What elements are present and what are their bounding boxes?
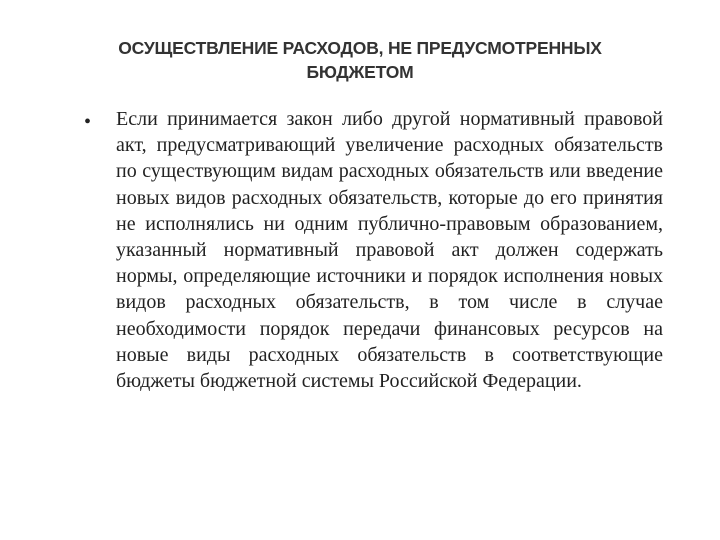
- bullet-icon: •: [84, 111, 92, 133]
- bullet-text: Если принимается закон либо другой нормативный правовой акт, предусматривающий увеличение расходных обязательств по существующим видам расходных обязательств или введение новых видов расходных обязательств, которые до его принятия не исполнялись ни одним публично-правовым образованием, указанный нормативный правовой акт должен содержать нормы, определяющие источники и порядок исполнения новых видов расходных обязательств, в том числе в случае необходимости порядок передачи финансовых ресурсов на новые виды расходных обязательств в соответствующие бюджеты бюджетной системы Российской Федерации.: [116, 108, 663, 393]
- slide-title: [40, 36, 680, 84]
- slide-title-line-2: БЮДЖЕТОМ: [306, 62, 414, 82]
- slide-title-line-1: ОСУЩЕСТВЛЕНИЕ РАСХОДОВ, НЕ ПРЕДУСМОТРЕННЫХ: [118, 38, 602, 58]
